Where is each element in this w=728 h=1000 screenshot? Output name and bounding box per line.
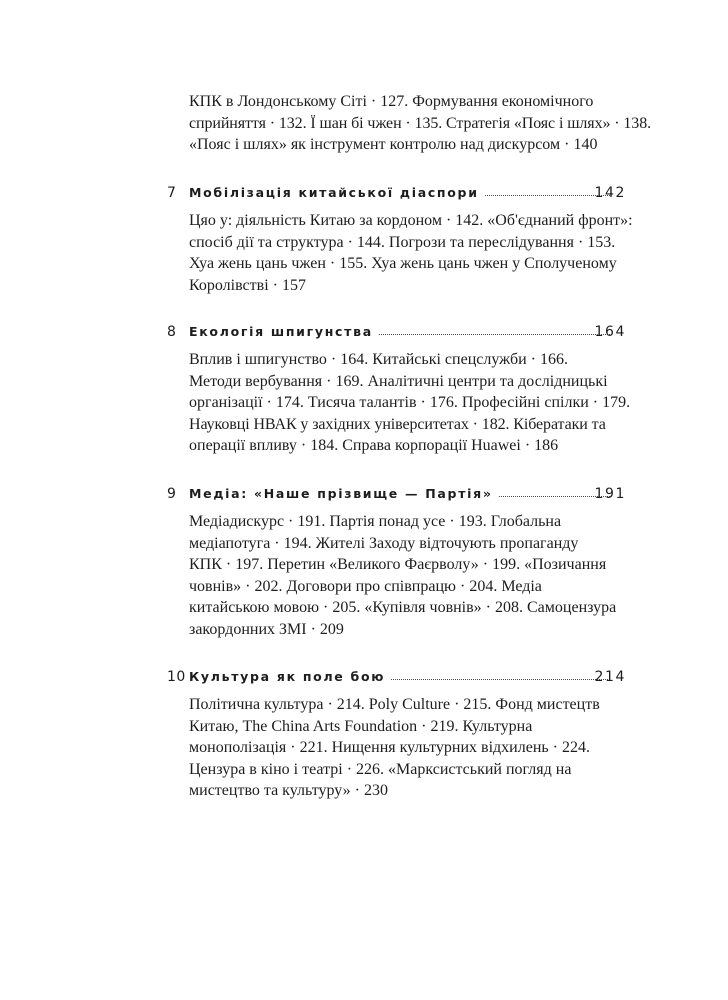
chapter-number: 8 — [167, 324, 177, 340]
chapter-sections — [189, 511, 629, 640]
toc-line: операції впливу · 184. Справа корпорації Huawei · 186 — [189, 437, 559, 454]
chapter-page-number: 214 — [594, 669, 626, 685]
toc-line: Цяо у: діяльність Китаю за кордоном · 142. «Об'єднаний фронт»: — [189, 212, 633, 229]
continued-entries — [189, 91, 651, 156]
chapter-sections — [189, 694, 629, 802]
toc-line: медіапотуга · 194. Жителі Заходу відточують пропаганду — [189, 534, 579, 552]
toc-line: Політична культура · 214. Poly Culture · 215. Фонд мистецтв — [189, 696, 600, 713]
toc-line: китайською мовою · 205. «Купівля човнів» · 208. Самоцензура — [189, 599, 617, 616]
toc-line: Методи вербування · 169. Аналітичні центри та дослідницькі — [189, 372, 608, 390]
chapter-sections — [189, 349, 629, 457]
toc-line: Цензура в кіно і театрі · 226. «Марксистський погляд на — [189, 760, 572, 778]
toc-line: монополізація · 221. Нищення культурних відхилень · 224. — [189, 739, 591, 756]
toc-line: мистецтво та культуру» · 230 — [189, 782, 388, 799]
chapter-heading — [0, 183, 728, 205]
chapter-title: Мобілізація китайської діаспори — [189, 184, 485, 202]
toc-line: Науковці НВАК у західних університетах · 182. Кібератаки та — [189, 415, 606, 433]
toc-line: Китаю, The China Arts Foundation · 219. Культурна — [189, 717, 533, 735]
toc-line: човнів» · 202. Договори про співпрацю · 204. Медіа — [189, 577, 542, 595]
chapter-title: Медіа: «Наше прізвище — Партія» — [189, 485, 499, 503]
toc-line: КПК · 197. Перетин «Великого Фаєрволу» · 199. «Позичання — [189, 556, 607, 573]
dot-leader — [356, 334, 610, 335]
toc-line: Королівстві · 157 — [189, 276, 306, 294]
toc-line: організації · 174. Тисяча талантів · 176. Професійні спілки · 179. — [189, 394, 631, 411]
chapter-sections — [189, 210, 633, 296]
toc-line: КПК в Лондонському Сіті · 127. Формування економічного — [189, 93, 594, 110]
chapter-number: 10 — [167, 669, 186, 685]
chapter-heading — [0, 484, 728, 506]
chapter-number: 9 — [167, 486, 177, 502]
toc-line: спосіб дії та структура · 144. Погрози та переслідування · 153. — [189, 233, 616, 251]
toc-line: Вплив і шпигунство · 164. Китайські спецслужби · 166. — [189, 351, 568, 368]
chapter-page-number: 164 — [594, 324, 626, 340]
dot-leader — [358, 679, 610, 680]
chapter-title: Екологія шпигунства — [189, 323, 379, 341]
chapter-title: Культура як поле бою — [189, 668, 391, 686]
chapter-heading — [0, 667, 728, 689]
toc-line: «Пояс і шлях» як інструмент контролю над дискурсом · 140 — [189, 136, 598, 153]
toc-line: закордонних ЗМІ · 209 — [189, 620, 344, 638]
chapter-heading — [0, 322, 728, 344]
chapter-number: 7 — [167, 185, 177, 201]
chapter-page-number: 142 — [594, 185, 626, 201]
toc-line: Хуа жень цань чжен · 155. Хуа жень цань чжен у Сполученому — [189, 255, 617, 272]
toc-line: Медіадискурс · 191. Партія понад усе · 193. Глобальна — [189, 513, 562, 530]
toc-line: сприйняття · 132. Ї шан бі чжен · 135. Стратегія «Пояс і шлях» · 138. — [189, 114, 651, 132]
chapter-page-number: 191 — [594, 486, 626, 502]
